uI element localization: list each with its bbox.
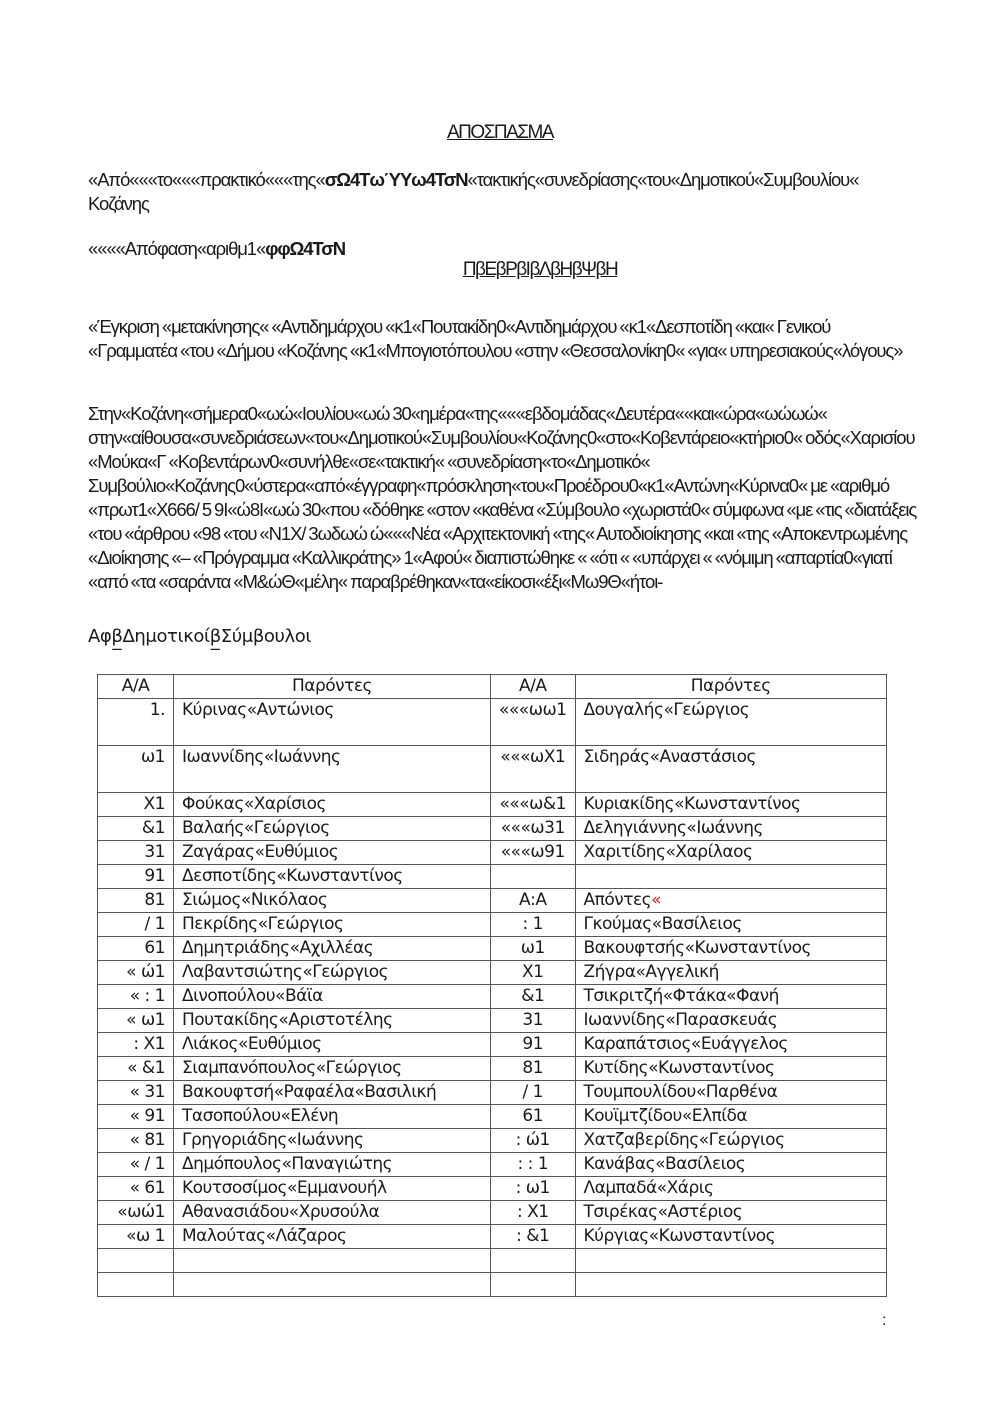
table-row	[98, 1177, 887, 1201]
row-index-right	[491, 985, 576, 1009]
row-index-left-text: 81	[144, 890, 165, 910]
member-name-right	[575, 937, 887, 961]
decision-prefix: ««««Απόφαση«αριθμ1«	[88, 238, 266, 259]
member-name-right-text: Κύργιας«Κωνσταντίνος	[583, 1226, 776, 1246]
row-index-left	[98, 985, 174, 1009]
row-index-right-text: : 1	[522, 914, 543, 934]
member-name-left-text: Ιωαννίδης«Ιωάννης	[182, 747, 341, 767]
member-name-right-text: Ζήγρα«Αγγελική	[583, 962, 719, 982]
row-index-left	[98, 1081, 174, 1105]
member-name-right-text: Κυριακίδης«Κωνσταντίνος	[583, 794, 801, 814]
table-row	[98, 817, 887, 841]
member-name-right	[575, 746, 887, 793]
source-suffix: «τακτικής«συνεδρίασης«του«Δημοτικού«Συμβουλίου« Κοζάνης	[88, 169, 859, 214]
row-index-right	[491, 937, 576, 961]
member-name-left	[174, 746, 491, 793]
row-index-right	[491, 1033, 576, 1057]
member-name-right	[575, 961, 887, 985]
row-index-left	[98, 865, 174, 889]
table-row	[98, 865, 887, 889]
member-name-left-text: Φούκας«Χαρίσιος	[182, 794, 327, 814]
row-index-right-text: : ω1	[515, 1178, 550, 1198]
member-name-left	[174, 841, 491, 865]
member-name-left-text: Κύρινας«Αντώνιος	[182, 700, 334, 720]
member-name-right	[575, 1057, 887, 1081]
member-name-left	[174, 1201, 491, 1225]
member-name-right-text: Κανάβας«Βασίλειος	[583, 1154, 746, 1174]
member-name-left-text: Πουτακίδης«Αριστοτέλης	[182, 1010, 393, 1030]
member-name-right-text: Σιδηράς«Αναστάσιος	[583, 747, 756, 767]
table-body	[98, 699, 887, 1297]
row-index-left	[98, 1129, 174, 1153]
row-index-left	[98, 1177, 174, 1201]
member-name-right-text: Κυτίδης«Κωνσταντίνος	[583, 1058, 775, 1078]
row-index-right	[491, 1249, 576, 1273]
member-name-right	[575, 1273, 887, 1297]
row-index-left-text: « 81	[129, 1130, 165, 1150]
row-index-right	[491, 1273, 576, 1297]
document-title	[0, 122, 1000, 144]
member-name-left-text: Τασοπούλου«Ελένη	[182, 1106, 339, 1126]
member-name-right	[575, 1081, 887, 1105]
table-row	[98, 1249, 887, 1273]
row-index-left-text: « 61	[129, 1178, 165, 1198]
row-index-left-text: « ω1	[126, 1010, 165, 1030]
row-index-left	[98, 1249, 174, 1273]
subject-paragraph: «Έγκριση «μετακίνησης« «Αντιδημάρχου «κ1«Πουτακίδη0«Αντιδημάρχου «κ1«Δεσποτίδη «και« Γενικού «Γραμματέα «του «Δήμου «Κοζάνης «κ1«Μπογιοτόπουλου «στην «Θεσσαλονίκη0« «για« υπηρεσιακούς«λόγους»	[88, 316, 903, 361]
excerpt-source-paragraph	[88, 168, 918, 216]
member-name-right	[575, 1249, 887, 1273]
member-name-left	[174, 985, 491, 1009]
header-index-right: Α/Α	[491, 675, 576, 699]
row-index-right-text: 61	[522, 1106, 544, 1126]
row-index-right-text: «««ω31	[500, 818, 565, 838]
row-index-left-text: 91	[144, 866, 165, 886]
row-index-right-text: «««ωΧ1	[500, 747, 566, 767]
row-index-left-text: 61	[144, 938, 165, 958]
member-name-left	[174, 1129, 491, 1153]
row-index-right	[491, 1009, 576, 1033]
member-name-right-text: Απόντες	[583, 890, 652, 910]
member-name-right	[575, 913, 887, 937]
member-name-right	[575, 985, 887, 1009]
members-heading: Αφβ̲Δημοτικοίβ̲Σύμβουλοι	[88, 626, 312, 647]
row-index-right-text: ω1	[520, 938, 545, 958]
row-index-left-text: « &1	[127, 1058, 165, 1078]
member-name-right	[575, 699, 887, 746]
row-index-left	[98, 1201, 174, 1225]
row-index-left-text: &1	[141, 818, 165, 838]
row-index-left	[98, 1105, 174, 1129]
member-name-left	[174, 1225, 491, 1249]
row-index-left-text: / 1	[144, 914, 165, 934]
member-name-right-text: Γκούμας«Βασίλειος	[583, 914, 742, 934]
member-name-right	[575, 817, 887, 841]
member-name-left-text: Δημόπουλος«Παναγιώτης	[182, 1154, 393, 1174]
session-number: σΩ4ΤωΎΥω4ΤσΝ	[324, 169, 468, 190]
row-index-left	[98, 937, 174, 961]
member-name-left-text: Δινοπούλου«Βάϊα	[182, 986, 323, 1006]
member-name-right-text: Καραπάτσιος«Ευάγγελος	[583, 1034, 788, 1054]
row-index-right	[491, 913, 576, 937]
table-row	[98, 889, 887, 913]
member-name-left-text: Αθανασιάδου«Χρυσούλα	[182, 1202, 380, 1222]
table-header-row	[98, 675, 887, 699]
table-row	[98, 985, 887, 1009]
member-name-left	[174, 1177, 491, 1201]
member-name-right	[575, 793, 887, 817]
row-index-right	[491, 817, 576, 841]
row-index-right-text: : &1	[516, 1226, 550, 1246]
row-index-left	[98, 1009, 174, 1033]
table-row	[98, 746, 887, 793]
row-index-left	[98, 1273, 174, 1297]
row-index-right-text: 31	[522, 1010, 544, 1030]
row-index-left	[98, 1225, 174, 1249]
table-row	[98, 841, 887, 865]
member-name-right-text: Λαμπαδά«Χάρις	[583, 1178, 714, 1198]
member-name-right	[575, 1105, 887, 1129]
row-index-right-text: : Χ1	[516, 1202, 549, 1222]
table-row	[98, 1009, 887, 1033]
member-name-left-text: Λαβαντσιώτης«Γεώργιος	[182, 962, 389, 982]
row-index-right	[491, 1057, 576, 1081]
row-index-right	[491, 699, 576, 746]
member-name-left	[174, 913, 491, 937]
member-name-right	[575, 1153, 887, 1177]
row-index-right	[491, 1225, 576, 1249]
row-index-right-text: : ώ1	[515, 1130, 550, 1150]
member-name-left-text: Δεσποτίδης«Κωνσταντίνος	[182, 866, 403, 886]
row-index-right-text: 81	[522, 1058, 544, 1078]
row-index-left-text: «ω 1	[126, 1226, 165, 1246]
header-present-right: Παρόντες	[575, 675, 887, 699]
member-name-left	[174, 817, 491, 841]
table-row	[98, 1105, 887, 1129]
row-index-left-text: « / 1	[129, 1154, 165, 1174]
row-index-right-text: : : 1	[517, 1154, 549, 1174]
member-name-left-text: Πεκρίδης«Γεώργιος	[182, 914, 344, 934]
member-name-right	[575, 1033, 887, 1057]
row-index-right	[491, 793, 576, 817]
member-name-left-text: Ζαγάρας«Ευθύμιος	[182, 842, 339, 862]
summary-heading-text: ΠβΕβΡβΙβΛβΗβΨβΗ	[462, 259, 618, 280]
member-name-left-text: Σιαμπανόπουλος«Γεώργιος	[182, 1058, 402, 1078]
member-name-right	[575, 865, 887, 889]
row-index-left-text: Χ1	[143, 794, 165, 814]
member-name-left	[174, 793, 491, 817]
red-mark: «	[651, 890, 662, 910]
row-index-right-text: / 1	[522, 1082, 543, 1102]
summary-heading	[0, 259, 1000, 281]
row-index-left-text: « 91	[129, 1106, 165, 1126]
row-index-right-text: Α:Α	[519, 890, 547, 910]
member-name-left	[174, 1009, 491, 1033]
member-name-right-text: Κουϊμτζίδου«Ελπίδα	[583, 1106, 748, 1126]
table-row	[98, 1201, 887, 1225]
member-name-right-text: Βακουφτσής«Κωνσταντίνος	[583, 938, 811, 958]
row-index-left	[98, 1153, 174, 1177]
table-row	[98, 1129, 887, 1153]
row-index-left	[98, 913, 174, 937]
header-index-present: Α/Α	[98, 675, 174, 699]
row-index-right-text: «««ω&1	[499, 794, 566, 814]
source-prefix: «Από«««το«««πρακτικό«««της«	[88, 169, 325, 190]
row-index-right	[491, 1129, 576, 1153]
member-name-left	[174, 1153, 491, 1177]
row-index-right	[491, 961, 576, 985]
member-name-left-text: Κουτσοσίμος«Εμμανουήλ	[182, 1178, 387, 1198]
row-index-left-text: : Χ1	[133, 1034, 165, 1054]
table-row	[98, 793, 887, 817]
row-index-right	[491, 1153, 576, 1177]
member-name-left	[174, 699, 491, 746]
row-index-right	[491, 889, 576, 913]
row-index-right	[491, 841, 576, 865]
document-title-text: ΑΠΟΣΠΑΣΜΑ	[446, 122, 554, 143]
decision-number-line	[88, 237, 918, 261]
row-index-right	[491, 746, 576, 793]
table-row	[98, 1057, 887, 1081]
member-name-right-text: Τσιρέκας«Αστέριος	[583, 1202, 743, 1222]
row-index-right	[491, 1081, 576, 1105]
decision-number: φφΩ4ΤσΝ	[265, 238, 346, 259]
member-name-right-text: Τσικριτζή«Φτάκα«Φανή	[583, 986, 779, 1006]
member-name-right-text: Χατζαβερίδης«Γεώργιος	[583, 1130, 785, 1150]
row-index-right-text: &1	[521, 986, 545, 1006]
header-present-left: Παρόντες	[174, 675, 491, 699]
row-index-right-text: 91	[522, 1034, 544, 1054]
member-name-right	[575, 1201, 887, 1225]
member-name-right-text: Χαριτίδης«Χαρίλαος	[583, 842, 753, 862]
member-name-left	[174, 1273, 491, 1297]
row-index-left-text: « : 1	[129, 986, 165, 1006]
row-index-left-text: 1.	[149, 700, 165, 720]
member-name-left-text: Βαλαής«Γεώργιος	[182, 818, 330, 838]
member-name-right-text: Δεληγιάννης«Ιωάννης	[583, 818, 764, 838]
row-index-left-text: ω1	[140, 747, 165, 767]
row-index-right-text: Χ1	[522, 962, 544, 982]
member-name-right-text: Ιωαννίδης«Παρασκευάς	[583, 1010, 778, 1030]
member-name-left	[174, 889, 491, 913]
row-index-right-text: «««ωω1	[499, 700, 567, 720]
member-name-left	[174, 1057, 491, 1081]
row-index-left-text: 31	[144, 842, 165, 862]
table-row	[98, 937, 887, 961]
row-index-right	[491, 1201, 576, 1225]
member-name-left-text: Γρηγοριάδης«Ιωάννης	[182, 1130, 364, 1150]
member-name-left	[174, 1081, 491, 1105]
member-name-left	[174, 1105, 491, 1129]
member-name-left-text: Δημητριάδης«Αχιλλέας	[182, 938, 374, 958]
member-name-left-text: Λιάκος«Ευθύμιος	[182, 1034, 322, 1054]
table-row	[98, 961, 887, 985]
row-index-left	[98, 889, 174, 913]
body-paragraph: Στην«Κοζάνη«σήμερα0«ωώ«Ιουλίου«ωώ 30«ημέρα«της«««εβδομάδας«Δευτέρα««και«ώρα«ωώωώ« στην«αίθουσα«συνεδριάσεων«του«Δημοτικού«Συμβουλίου«Κοζάνης0«στο«Κοβεντάρειο«κτήριο0« οδός«Χαρισίου «Μούκα«Γ «Κοβεντάρων0«συνήλθε«σε«τακτική« «συνεδρίαση«το«Δημοτικό« Συμβούλιο«Κοζάνης0«ύστερα«από«έγγραφη«πρόσκληση«του«Προέδρου0«κ1«Αντώνη«Κύρινα0« με «αριθμό «πρωτ1«Χ666/ 5 9Ι«ώ8Ι«ωώ 30«που «δόθηκε «στον «καθένα «Σύμβουλο «χωριστά0« σύμφωνα «με «τις «διατάξεις «του «άρθρου «98 «του «Ν1Χ/ 3ωδωώ ώ«««Νέα «Αρχιτεκτονική «της« Αυτοδιοίκησης «και «της «Αποκεντρωμένης «Διοίκησης «– «Πρόγραμμα «Καλλικράτης» 1«Αφού« διαπιστώθηκε « «ότι « «υπάρχει « «νόμιμη «απαρτία0«γιατί «από «τα «σαράντα «Μ&ώΘ«μέλη« παραβρέθηκαν«τα«είκοσι«έξι«Μω9Θ«ήτοι-	[88, 403, 917, 592]
table-row	[98, 1033, 887, 1057]
table-row	[98, 913, 887, 937]
row-index-left	[98, 1057, 174, 1081]
member-name-left	[174, 937, 491, 961]
member-name-left-text: Μαλούτας«Λάζαρος	[182, 1226, 347, 1246]
table-row	[98, 1081, 887, 1105]
row-index-left-text: « 31	[129, 1082, 165, 1102]
page-mark: :	[882, 1312, 887, 1329]
table-row	[98, 1225, 887, 1249]
member-name-right-text: Τουμπουλίδου«Παρθένα	[583, 1082, 778, 1102]
attendance-table	[97, 674, 887, 1297]
row-index-right	[491, 1177, 576, 1201]
table-row	[98, 1153, 887, 1177]
row-index-left	[98, 841, 174, 865]
row-index-left	[98, 1033, 174, 1057]
member-name-right	[575, 1177, 887, 1201]
member-name-right	[575, 841, 887, 865]
member-name-right	[575, 1129, 887, 1153]
row-index-left	[98, 961, 174, 985]
row-index-right	[491, 865, 576, 889]
row-index-right	[491, 1105, 576, 1129]
table-row	[98, 699, 887, 746]
member-name-right-text: Δουγαλής«Γεώργιος	[583, 700, 750, 720]
member-name-right	[575, 1009, 887, 1033]
member-name-left	[174, 1033, 491, 1057]
member-name-right	[575, 1225, 887, 1249]
member-name-left	[174, 1249, 491, 1273]
row-index-left	[98, 817, 174, 841]
row-index-left-text: «ωώ1	[117, 1202, 165, 1222]
row-index-left	[98, 699, 174, 746]
row-index-left	[98, 746, 174, 793]
row-index-left-text: « ώ1	[126, 962, 165, 982]
table-row	[98, 1273, 887, 1297]
member-name-left	[174, 961, 491, 985]
row-index-left	[98, 793, 174, 817]
row-index-right-text: «««ω91	[500, 842, 565, 862]
member-name-left-text: Σιώμος«Νικόλαος	[182, 890, 328, 910]
member-name-left-text: Βακουφτσή«Ραφαέλα«Βασιλική	[182, 1082, 437, 1102]
member-name-left	[174, 865, 491, 889]
member-name-right	[575, 889, 887, 913]
